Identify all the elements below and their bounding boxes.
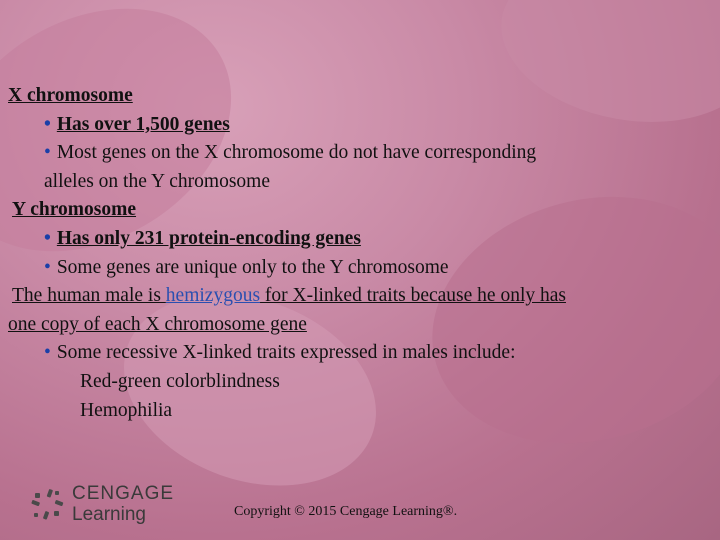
slide-body [8, 82, 708, 425]
hemizygous-statement: The human male is hemizygous for X-linked traits because he only has [12, 285, 566, 307]
hemizygous-statement-continued: one copy of each X chromosome gene [8, 313, 307, 335]
cengage-logo-icon [30, 487, 64, 521]
bullet-icon: • [44, 113, 51, 135]
y-bullet-genes: • Has only 231 protein-encoding genes [44, 227, 361, 249]
copyright-notice: Copyright © 2015 Cengage Learning®. [234, 504, 458, 519]
x-bullet-alleles-continued: alleles on the Y chromosome [44, 170, 270, 192]
recessive-traits-bullet: • Some recessive X-linked traits expressed in males include: [44, 342, 516, 364]
x-bullet-alleles: • Most genes on the X chromosome do not have corresponding [44, 142, 537, 164]
logo-text-bottom: Learning [72, 504, 146, 525]
y-bullet-unique: • Some genes are unique only to the Y chromosome [44, 256, 449, 278]
x-bullet-genes: • Has over 1,500 genes [44, 113, 230, 135]
bullet-icon: • [44, 342, 51, 364]
y-chromosome-heading: Y chromosome [12, 199, 137, 221]
logo-text-top: CENGAGE [72, 483, 175, 504]
bullet-icon: • [44, 256, 51, 278]
bullet-icon: • [44, 227, 51, 249]
cengage-logo [30, 482, 174, 526]
trait-colorblindness: Red-green colorblindness [80, 370, 280, 392]
bullet-icon: • [44, 142, 51, 164]
hemizygous-term-link[interactable]: hemizygous [165, 285, 261, 307]
x-chromosome-heading: X chromosome [8, 85, 133, 106]
trait-hemophilia: Hemophilia [80, 399, 173, 421]
